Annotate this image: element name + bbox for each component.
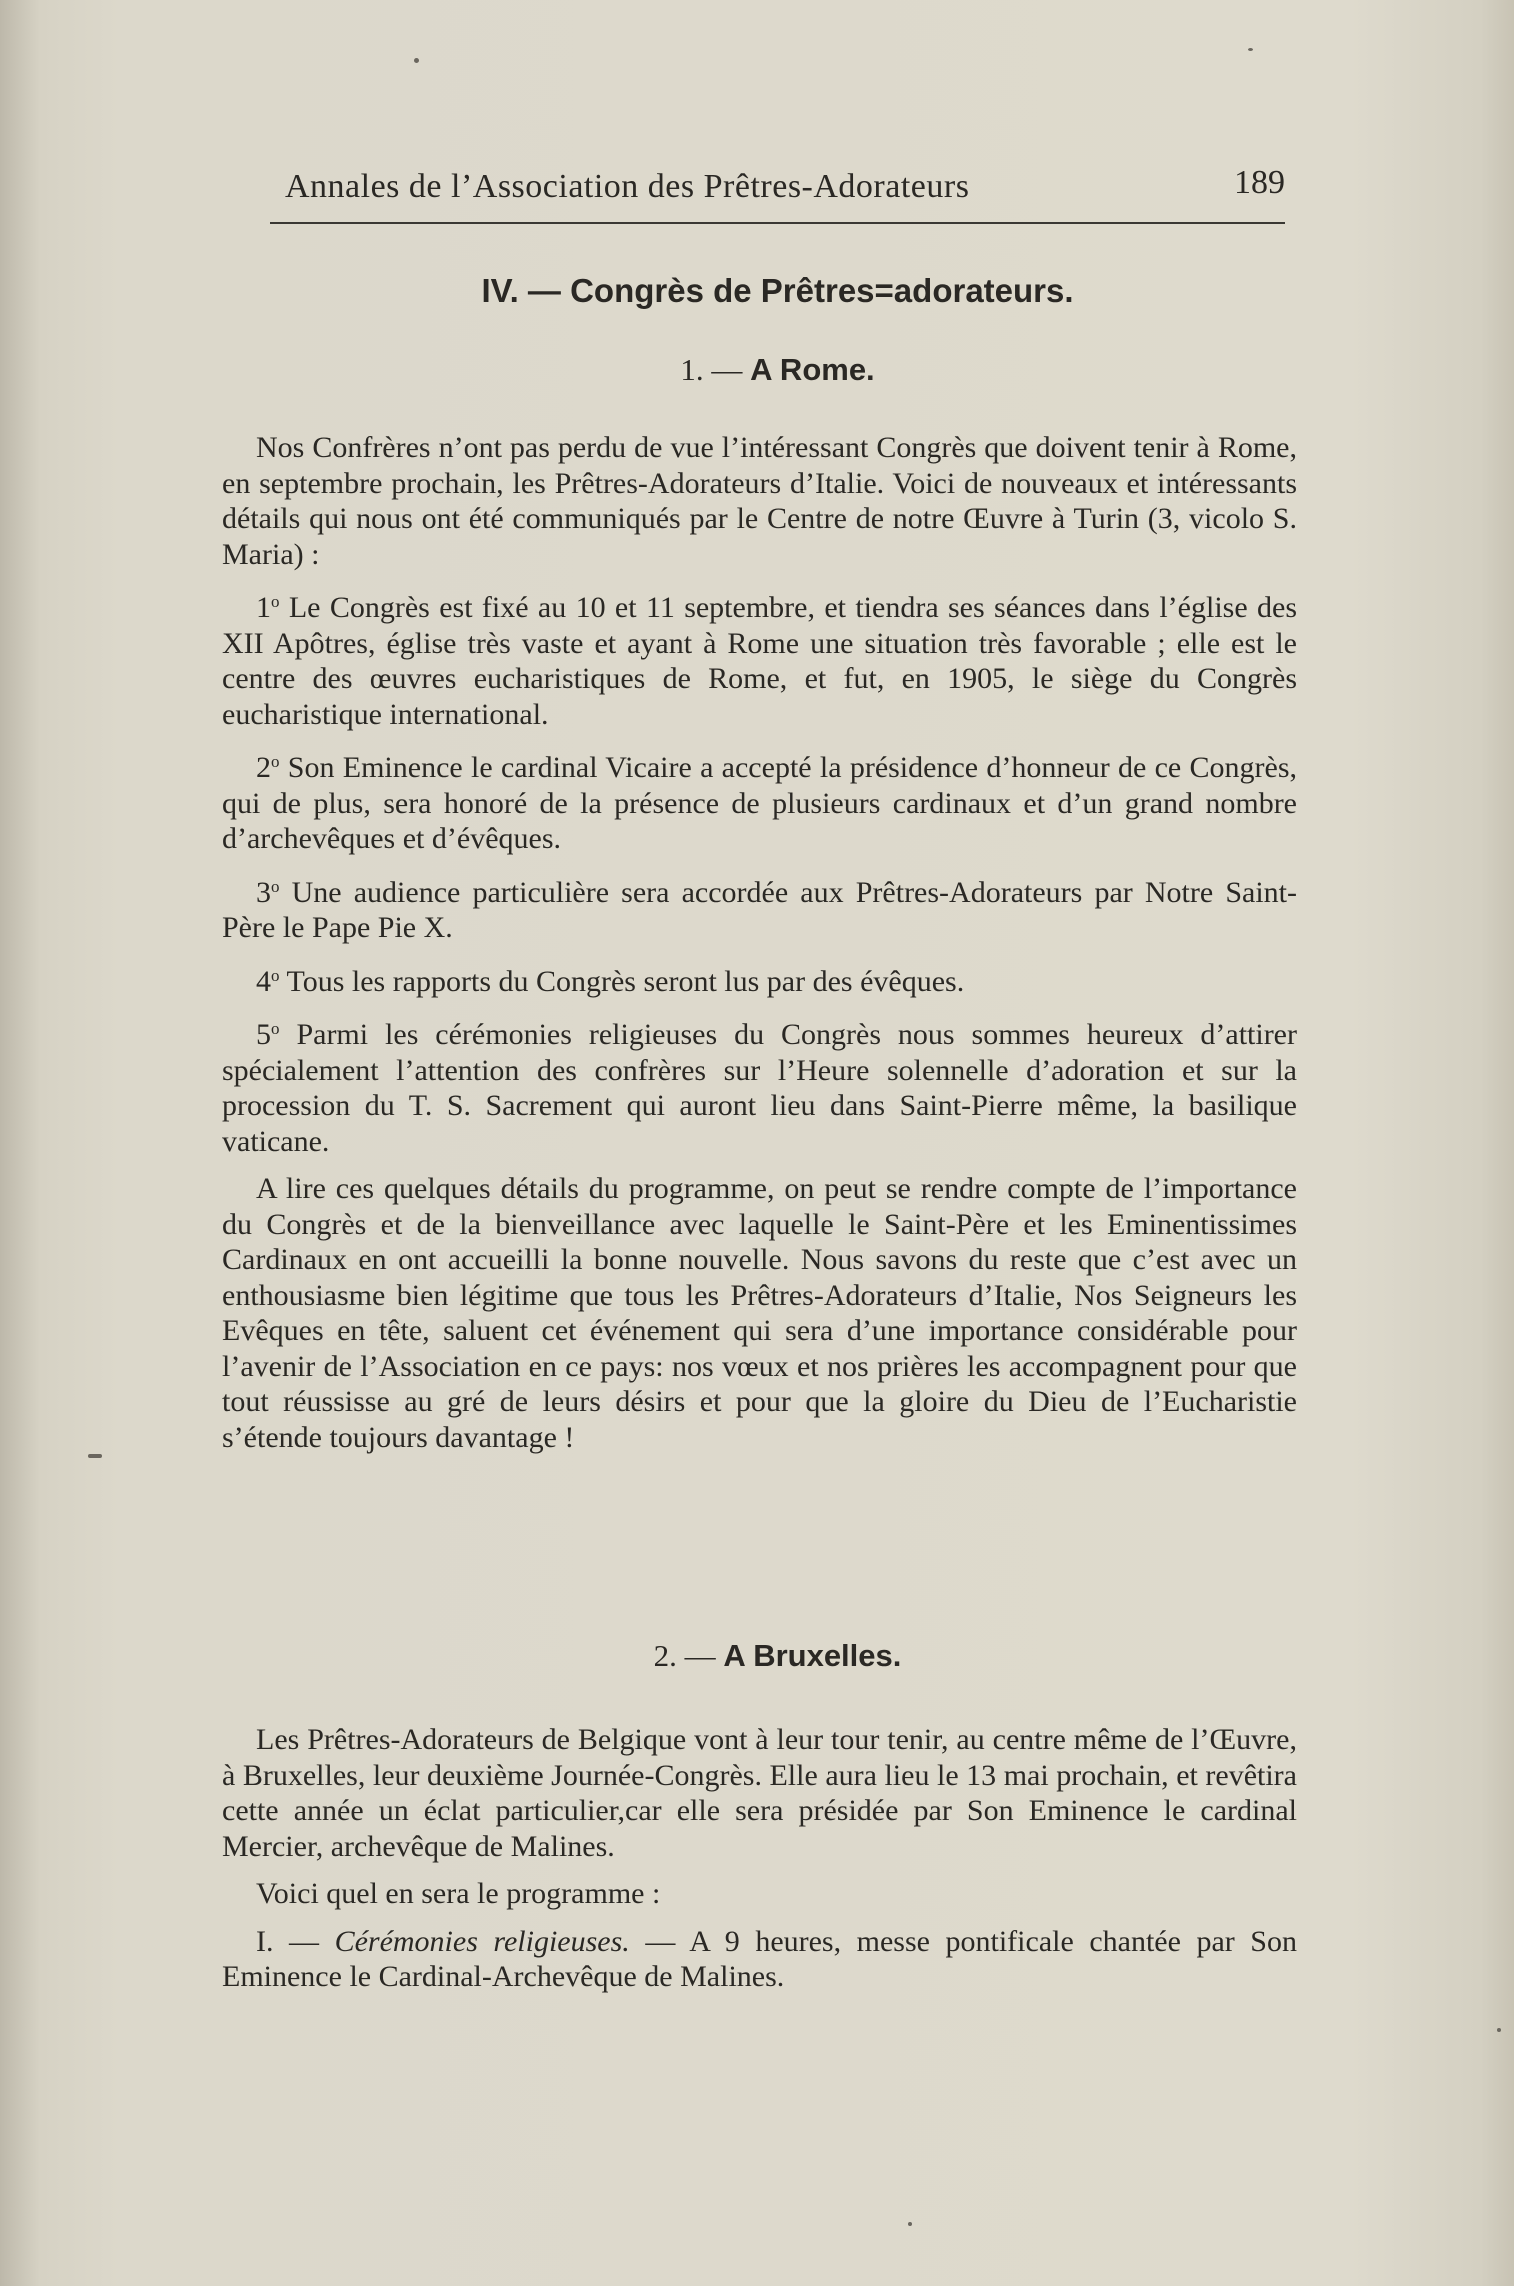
bruxelles-heading-number: 2. — — [653, 1638, 724, 1673]
bruxelles-heading-name: A Bruxelles. — [723, 1638, 902, 1673]
rome-heading-number: 1. — — [680, 352, 751, 387]
rome-item-1 — [222, 584, 1297, 732]
section-title: IV. — Congrès de Prêtres=adorateurs. — [481, 272, 1074, 309]
item-text: Une audience particulière sera accordée aux Prêtres-Adorateurs par Notre Saint-Père le Pape Pie X. — [222, 875, 1297, 944]
item-number: 3 — [256, 875, 271, 909]
item-ordinal: o — [271, 876, 280, 896]
item-number: 1 — [256, 591, 271, 624]
programme-label: I. — — [256, 1924, 335, 1958]
rome-item-4 — [222, 958, 1297, 1000]
rome-section-body — [222, 430, 1297, 1467]
rome-intro-paragraph: Nos Confrères n’ont pas perdu de vue l’intéressant Congrès que doivent tenir à Rome, en septembre prochain, les Prêtres-Adorateurs d’Italie. Voici de nouveaux et intéressants détails qui nous ont été communiqués par le Centre de notre Œuvre à Turin (3, vicolo S. Maria) : — [222, 431, 1297, 571]
paper-speck — [908, 2222, 912, 2226]
item-number: 4 — [256, 964, 271, 998]
item-ordinal: o — [271, 592, 280, 611]
item-ordinal: o — [271, 752, 280, 771]
paper-speck — [414, 58, 419, 63]
programme-item-1 — [222, 1924, 1297, 1995]
item-text: Parmi les cérémonies religieuses du Congrès nous sommes heureux d’attirer spécialement l’attention des confrères sur l’Heure solennelle d’adoration et sur la procession du T. S. Sacrement qui auront lieu dans Saint-Pierre même, la basilique vaticane. — [222, 1018, 1297, 1158]
paper-speck — [1248, 48, 1253, 51]
running-header — [270, 162, 1285, 224]
item-ordinal: o — [271, 965, 280, 985]
paper-speck — [88, 1454, 102, 1458]
programme-text: — A 9 heures, messe pontificale chantée par Son Eminence le Cardinal-Archevêque de Malines. — [222, 1924, 1297, 1993]
item-number: 2 — [256, 751, 271, 784]
rome-heading — [270, 352, 1285, 388]
item-text: Le Congrès est fixé au 10 et 11 septembre, et tiendra ses séances dans l’église des XII Apôtres, église très vaste et ayant à Rome une situation très favorable ; elle est le centre des œuvres eucharistiques de Rome, et fut, en 1905, le siège du Congrès eucharistique international. — [222, 591, 1297, 731]
item-ordinal: o — [271, 1019, 280, 1038]
rome-closing-paragraph: A lire ces quelques détails du programme, on peut se rendre compte de l’importance du Congrès et de la bienveillance avec laquelle le Saint-Père et les Eminentissimes Cardinaux en ont accueilli la bonne nouvelle. Nous savons du reste que c’est avec un enthousiasme bien légitime que tous les Prêtres-Adorateurs d’Italie, Nos Seigneurs les Evêques en tête, saluent cet événement qui sera d’une importance considérable pour l’avenir de l’Association en ce pays: nos vœux et nos prières les accompagnent pour que tout réussisse au gré de leurs désirs et pour que la gloire du Dieu de l’Eucharistie s’étende toujours davantage ! — [222, 1172, 1297, 1454]
programme-title: Cérémonies religieuses. — [334, 1924, 630, 1958]
item-text: Tous les rapports du Congrès seront lus par des évêques. — [279, 964, 965, 998]
item-text: Son Eminence le cardinal Vicaire a accepté la présidence d’honneur de ce Congrès, qui de plus, sera honoré de la présence de plusieurs cardinaux et d’un grand nombre d’archevêques et d’évêques. — [222, 751, 1297, 855]
rome-heading-name: A Rome. — [750, 352, 875, 387]
bruxelles-heading — [270, 1638, 1285, 1674]
bruxelles-intro-paragraph: Les Prêtres-Adorateurs de Belgique vont à leur tour tenir, au centre même de l’Œuvre, à Bruxelles, leur deuxième Journée-Congrès. Elle aura lieu le 13 mai prochain, et revêtira cette année un éclat particulier,car elle sera présidée par Son Eminence le cardinal Mercier, archevêque de Malines. — [222, 1723, 1297, 1863]
programme-intro: Voici quel en sera le programme : — [256, 1877, 661, 1910]
running-title: Annales de l’Association des Prêtres-Adorateurs — [285, 168, 970, 205]
bruxelles-section-body — [222, 1722, 1297, 1995]
rome-item-3 — [222, 869, 1297, 946]
rome-item-5 — [222, 1011, 1297, 1159]
item-number: 5 — [256, 1018, 271, 1051]
page-number: 189 — [1234, 164, 1285, 201]
paper-speck — [1497, 2028, 1501, 2032]
rome-item-2 — [222, 744, 1297, 857]
